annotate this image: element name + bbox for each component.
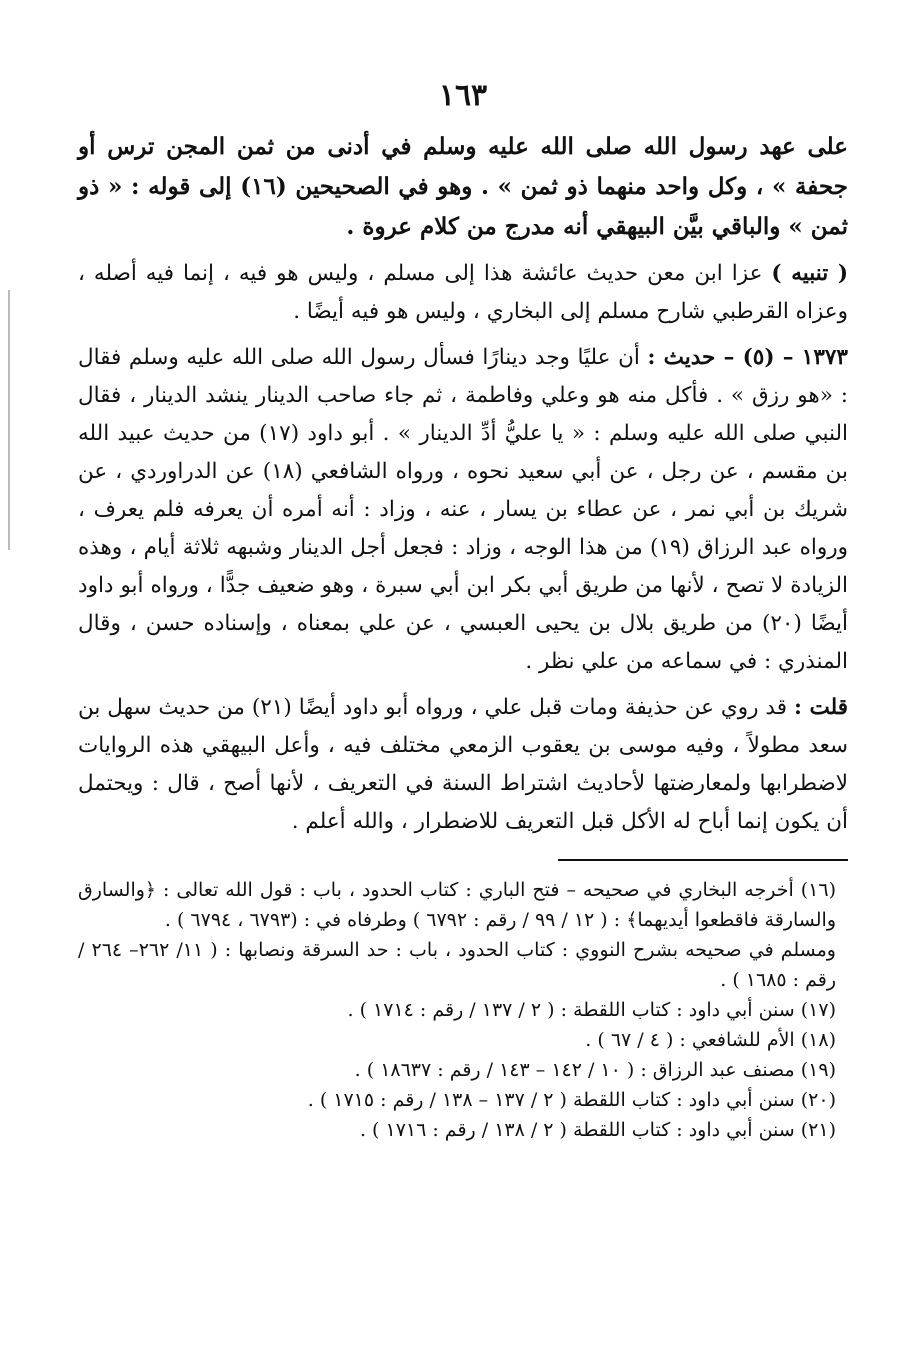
footnote-18: (١٨) الأم للشافعي : ( ٤ / ٦٧ ) . <box>585 1029 836 1051</box>
tanbih-label: ( تنبيه ) <box>771 261 848 286</box>
footnote-21: (٢١) سنن أبي داود : كتاب اللقطة ( ٢ / ١٣٨ / رقم : ١٧١٦ ) . <box>359 1119 836 1141</box>
footnote-16-continued: ومسلم في صحيحه بشرح النووي : كتاب الحدود ، باب : حد السرقة ونصابها : ( ١١/ ٢٦٢– ٢٦٤ / رقم : ١٦٨٥ ) . <box>78 939 836 991</box>
paragraph-hadith-1373 <box>78 339 848 681</box>
paragraph-qultu <box>78 689 848 841</box>
footnotes <box>78 875 848 1145</box>
footnote-divider <box>558 859 848 861</box>
paragraph-1: على عهد رسول الله صلى الله عليه وسلم في أدنى من ثمن المجن ترس أو جحفة » ، وكل واحد منهما ذو ثمن » . وهو في الصحيحين (١٦) إلى قوله : « ذو ثمن » والباقي بيَّن البيهقي أنه مدرج من كلام عروة . <box>78 133 848 240</box>
qultu-label: قلت : <box>793 695 848 720</box>
footnote-20: (٢٠) سنن أبي داود : كتاب اللقطة ( ٢ / ١٣٧ – ١٣٨ / رقم : ١٧١٥ ) . <box>307 1089 836 1111</box>
hadith-text: أن عليًا وجد دينارًا فسأل رسول الله صلى الله عليه وسلم فقال : «هو رزق » . فأكل منه هو وعلي وفاطمة ، ثم جاء صاحب الدينار ينشد الدينار ، فقال النبي صلى الله عليه وسلم : « يا عليُّ أدِّ الدينار » . أبو داود (١٧) من حديث عبيد الله بن مقسم ، عن رجل ، عن أبي سعيد نحوه ، ورواه الشافعي (١٨) عن الدراوردي ، عن شريك بن أبي نمر ، عن عطاء بن يسار ، عنه ، وزاد : أنه أمره أن يعرفه فلم يعرف ، ورواه عبد الرزاق (١٩) من هذا الوجه ، وزاد : فجعل أجل الدينار وشبهه ثلاثة أيام ، وهذه الزيادة لا تصح ، لأنها من طريق أبي بكر ابن أبي سبرة ، وهو ضعيف جدًّا ، ورواه أبو داود أيضًا (٢٠) من طريق بلال بن يحيى العبسي ، عن علي بمعناه ، وإسناده حسن ، وقال المنذري : في سماعه من علي نظر . <box>78 345 848 674</box>
footnote-17: (١٧) سنن أبي داود : كتاب اللقطة : ( ٢ / ١٣٧ / رقم : ١٧١٤ ) . <box>347 999 836 1021</box>
qultu-text: قد روي عن حذيفة ومات قبل علي ، ورواه أبو داود أيضًا (٢١) من حديث سهل بن سعد مطولاً ، وفيه موسى بن يعقوب الزمعي مختلف فيه ، وأعل البيهقي هذه الروايات لاضطرابها ولمعارضتها لأحاديث اشتراط السنة في التعريف ، لأنها أصح ، قال : ويحتمل أن يكون إنما أباح له الأكل قبل التعريف للاضطرار ، والله أعلم . <box>78 695 848 834</box>
footnote-16: (١٦) أخرجه البخاري في صحيحه – فتح الباري : كتاب الحدود ، باب : قول الله تعالى : ﴿والسارق والسارقة فاقطعوا أيديهما﴾ : ( ١٢ / ٩٩ / رقم : ٦٧٩٢ ) وطرفاه في : (٦٧٩٣ ، ٦٧٩٤ ) . <box>78 879 836 931</box>
page-number: ١٦٣ <box>438 78 488 113</box>
scan-margin-mark <box>8 290 10 550</box>
tanbih-text: عزا ابن معن حديث عائشة هذا إلى مسلم ، وليس هو فيه ، إنما فيه أصله ، وعزاه القرطبي شارح مسلم إلى البخاري ، وليس هو فيه أيضًا . <box>78 261 848 324</box>
hadith-number-label: ١٣٧٣ – (٥) – حديث : <box>647 345 848 370</box>
footnote-19: (١٩) مصنف عبد الرزاق : ( ١٠ / ١٤٢ – ١٤٣ / رقم : ١٨٦٣٧ ) . <box>354 1059 836 1081</box>
paragraph-tanbih <box>78 255 848 331</box>
book-page <box>78 78 848 1145</box>
